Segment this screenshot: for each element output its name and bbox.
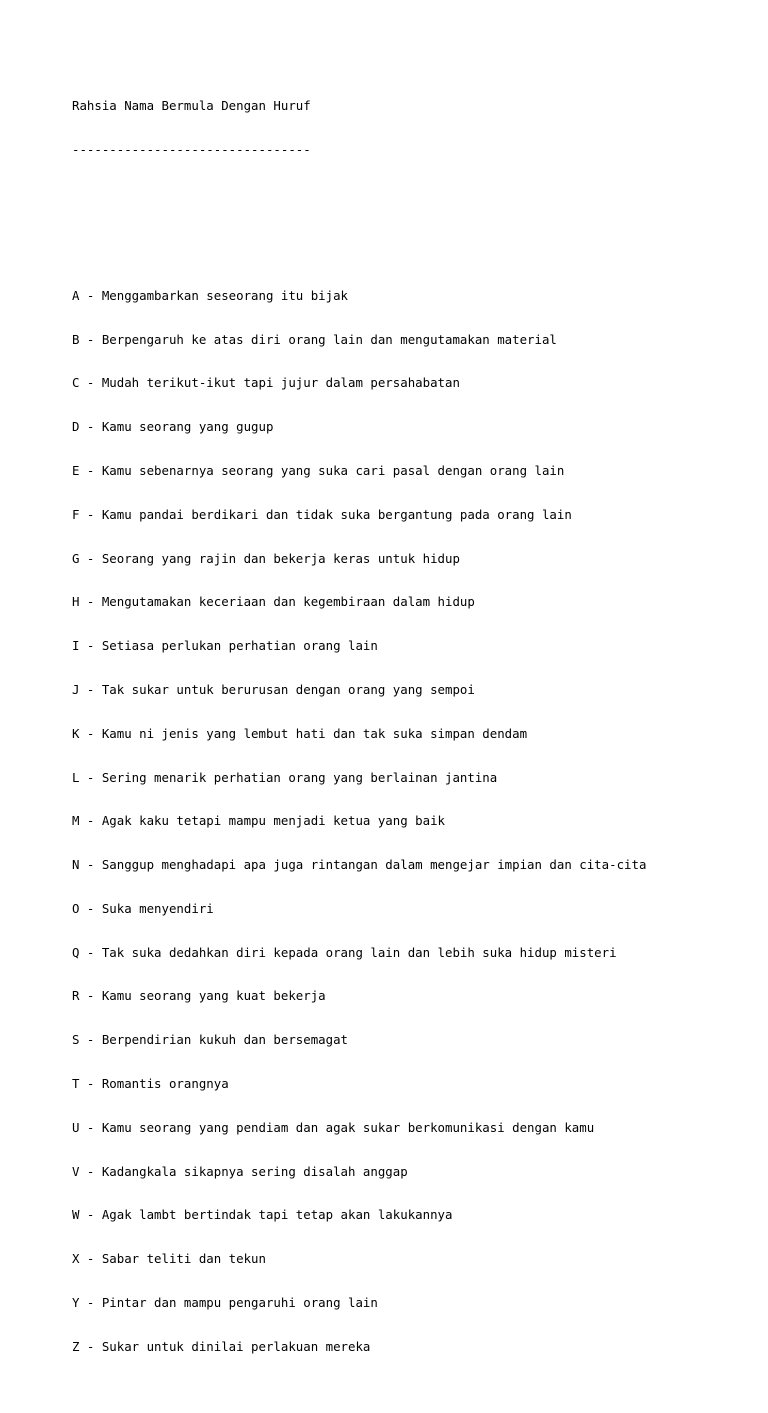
list-item: S - Berpendirian kukuh dan bersemagat: [72, 1032, 349, 1048]
list-item: J - Tak sukar untuk berurusan dengan orang yang sempoi: [72, 681, 475, 697]
list-item: N - Sanggup menghadapi apa juga rintangan dalam mengejar impian dan cita-cita: [72, 857, 647, 873]
list-item: B - Berpengaruh ke atas diri orang lain dan mengutamakan material: [72, 331, 557, 347]
list-item: K - Kamu ni jenis yang lembut hati dan tak suka simpan dendam: [72, 725, 528, 741]
list-item: A - Menggambarkan seseorang itu bijak: [72, 287, 349, 303]
blank-gap: [72, 187, 646, 231]
document-body: [72, 70, 646, 1413]
list-item: G - Seorang yang rajin dan bekerja keras untuk hidup: [72, 550, 460, 566]
list-item: M - Agak kaku tetapi mampu menjadi ketua yang baik: [72, 813, 445, 829]
document-title: Rahsia Nama Bermula Dengan Huruf: [72, 98, 311, 114]
list-item: E - Kamu sebenarnya seorang yang suka cari pasal dengan orang lain: [72, 463, 565, 479]
list-item: H - Mengutamakan keceriaan dan kegembiraan dalam hidup: [72, 594, 475, 610]
list-item: U - Kamu seorang yang pendiam dan agak sukar berkomunikasi dengan kamu: [72, 1119, 595, 1135]
list-item: F - Kamu pandai berdikari dan tidak suka bergantung pada orang lain: [72, 506, 572, 522]
list-item: I - Setiasa perlukan perhatian orang lain: [72, 638, 378, 654]
list-item: R - Kamu seorang yang kuat bekerja: [72, 988, 326, 1004]
list-item: Z - Sukar untuk dinilai perlakuan mereka: [72, 1338, 371, 1354]
list-item: Y - Pintar dan mampu pengaruhi orang lain: [72, 1294, 378, 1310]
list-item: X - Sabar teliti dan tekun: [72, 1251, 266, 1267]
list-item: L - Sering menarik perhatian orang yang berlainan jantina: [72, 769, 498, 785]
list-item: W - Agak lambt bertindak tapi tetap akan lakukannya: [72, 1207, 453, 1223]
list-item: O - Suka menyendiri: [72, 900, 214, 916]
list-item: C - Mudah terikut-ikut tapi jujur dalam persahabatan: [72, 375, 460, 391]
list-item: D - Kamu seorang yang gugup: [72, 419, 274, 435]
list-item: Q - Tak suka dedahkan diri kepada orang lain dan lebih suka hidup misteri: [72, 944, 617, 960]
entry-list: [72, 260, 646, 1384]
list-item: V - Kadangkala sikapnya sering disalah anggap: [72, 1163, 408, 1179]
title-underline: --------------------------------: [72, 141, 311, 157]
list-item: T - Romantis orangnya: [72, 1075, 229, 1091]
